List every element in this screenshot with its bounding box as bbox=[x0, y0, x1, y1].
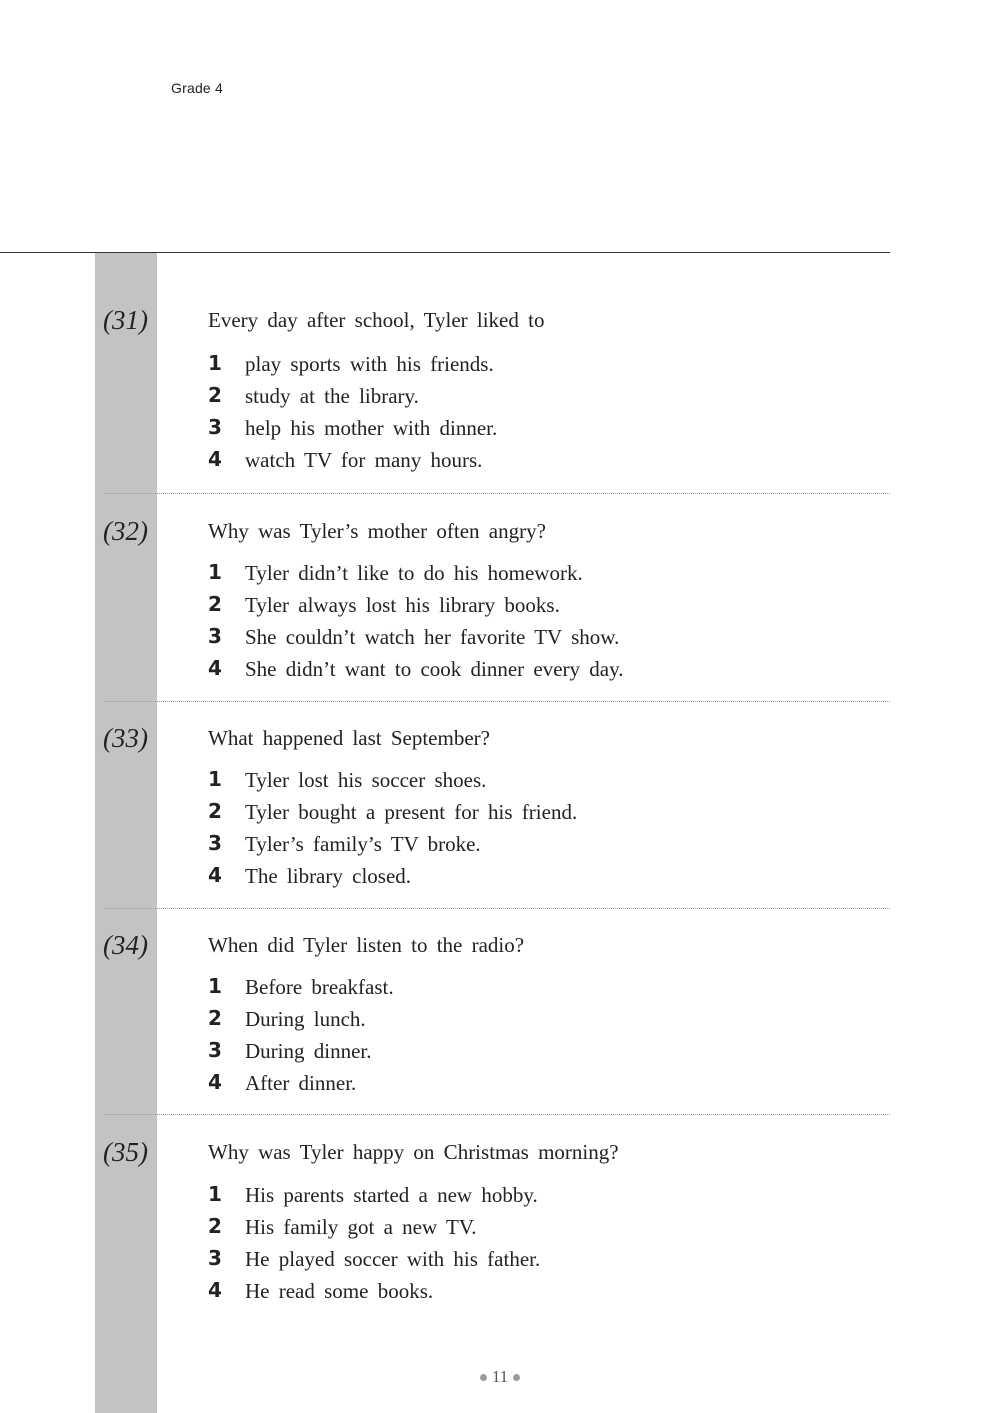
option-text: During lunch. bbox=[245, 1007, 366, 1031]
question-text: What happened last September? bbox=[208, 726, 490, 750]
option-text: help his mother with dinner. bbox=[245, 416, 498, 440]
option-text: During dinner. bbox=[245, 1039, 372, 1063]
option-number: 3 bbox=[208, 415, 222, 439]
option-number: 3 bbox=[208, 1246, 222, 1270]
option-text: She didn’t want to cook dinner every day. bbox=[245, 657, 624, 681]
option-number: 4 bbox=[208, 656, 222, 680]
option-text: The library closed. bbox=[245, 864, 412, 888]
question-number: (35) bbox=[103, 1137, 148, 1167]
option-text: play sports with his friends. bbox=[245, 352, 494, 376]
option-text: watch TV for many hours. bbox=[245, 448, 483, 472]
dot-left-icon bbox=[480, 1374, 487, 1381]
option-text: Tyler didn’t like to do his homework. bbox=[245, 561, 583, 585]
option-text: He read some books. bbox=[245, 1279, 434, 1303]
option-number: 4 bbox=[208, 1278, 222, 1302]
option-number: 3 bbox=[208, 624, 222, 648]
option-number: 2 bbox=[208, 1214, 222, 1238]
option-number: 4 bbox=[208, 1070, 222, 1094]
question-text: When did Tyler listen to the radio? bbox=[208, 933, 525, 957]
option-number: 1 bbox=[208, 351, 222, 375]
question-number: (31) bbox=[103, 305, 148, 335]
option-text: Tyler’s family’s TV broke. bbox=[245, 832, 481, 856]
option-text: His family got a new TV. bbox=[245, 1215, 477, 1239]
question-number: (34) bbox=[103, 930, 148, 960]
option-text: Tyler bought a present for his friend. bbox=[245, 800, 578, 824]
option-text: Before breakfast. bbox=[245, 975, 394, 999]
dotted-divider bbox=[105, 1114, 890, 1115]
option-number: 2 bbox=[208, 1006, 222, 1030]
page-number-value: 11 bbox=[491, 1367, 509, 1386]
question-number: (33) bbox=[103, 723, 148, 753]
dotted-divider bbox=[105, 908, 890, 909]
question-text: Every day after school, Tyler liked to bbox=[208, 308, 545, 332]
question-number: (32) bbox=[103, 516, 148, 546]
option-number: 1 bbox=[208, 767, 222, 791]
option-text: After dinner. bbox=[245, 1071, 357, 1095]
question-text: Why was Tyler’s mother often angry? bbox=[208, 519, 546, 543]
page-number bbox=[470, 1368, 530, 1385]
side-bar bbox=[95, 253, 157, 1413]
option-text: His parents started a new hobby. bbox=[245, 1183, 538, 1207]
option-number: 2 bbox=[208, 799, 222, 823]
option-number: 2 bbox=[208, 383, 222, 407]
dot-right-icon bbox=[513, 1374, 520, 1381]
option-text: Tyler lost his soccer shoes. bbox=[245, 768, 487, 792]
option-number: 3 bbox=[208, 1038, 222, 1062]
option-text: study at the library. bbox=[245, 384, 419, 408]
option-number: 1 bbox=[208, 974, 222, 998]
option-number: 2 bbox=[208, 592, 222, 616]
grade-label: Grade 4 bbox=[171, 80, 223, 96]
dotted-divider bbox=[105, 701, 890, 702]
dotted-divider bbox=[105, 493, 890, 494]
option-text: She couldn’t watch her favorite TV show. bbox=[245, 625, 620, 649]
option-number: 3 bbox=[208, 831, 222, 855]
option-text: He played soccer with his father. bbox=[245, 1247, 541, 1271]
option-number: 4 bbox=[208, 863, 222, 887]
option-number: 1 bbox=[208, 560, 222, 584]
option-number: 1 bbox=[208, 1182, 222, 1206]
option-text: Tyler always lost his library books. bbox=[245, 593, 560, 617]
option-number: 4 bbox=[208, 447, 222, 471]
question-text: Why was Tyler happy on Christmas morning? bbox=[208, 1140, 619, 1164]
